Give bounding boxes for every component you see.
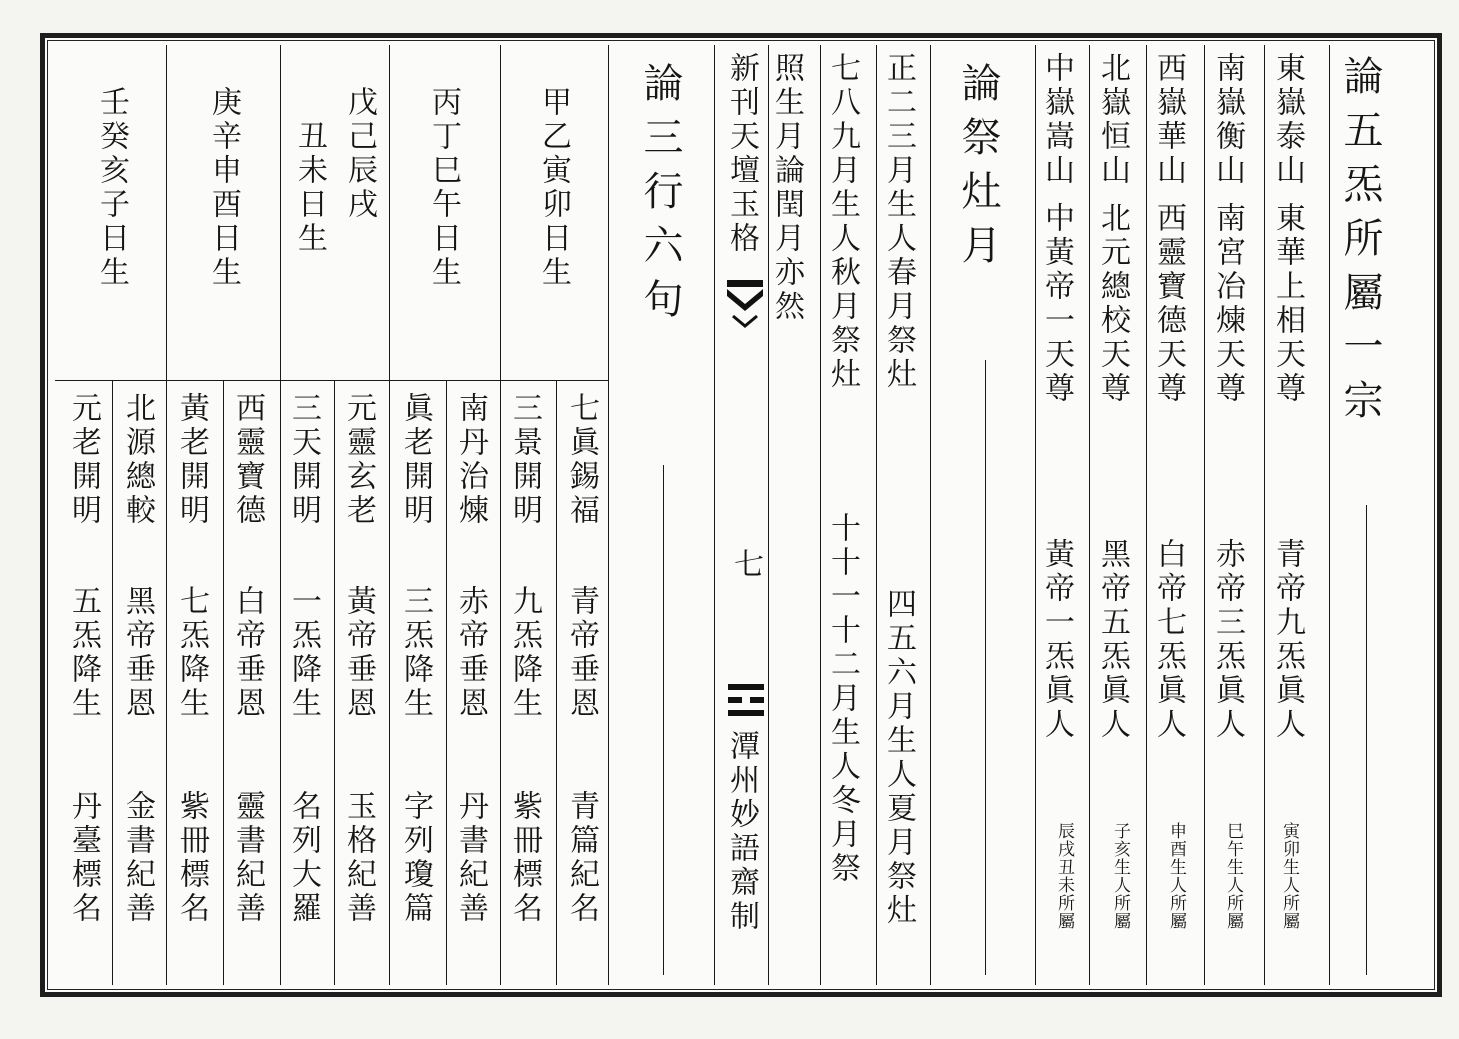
column-divider <box>1089 45 1090 985</box>
column-divider <box>166 45 167 380</box>
phrase-c: 丹書紀善 <box>453 790 488 926</box>
row-emperor: 黃帝一炁眞人 <box>1039 538 1074 742</box>
section-divider <box>1035 45 1036 985</box>
phrase-b: 赤帝垂恩 <box>453 585 488 721</box>
column-divider <box>1329 45 1330 985</box>
kitchen-line-a: 正二三月生人春月祭灶 <box>881 52 916 392</box>
column-divider <box>280 380 281 985</box>
kitchen-note: 照生月論閏月亦然 <box>769 52 804 324</box>
phrase-a: 三天開明 <box>286 392 321 528</box>
phrase-b: 白帝垂恩 <box>230 585 265 721</box>
column-divider <box>446 380 447 985</box>
row-emperor: 白帝七炁眞人 <box>1151 538 1186 742</box>
kitchen-line-a: 七八九月生人秋月祭灶 <box>825 52 860 392</box>
fish-tail-icon <box>727 280 763 336</box>
title-tail-line <box>663 465 664 975</box>
birth-day-label: 甲乙寅卯日生 <box>536 86 571 290</box>
column-divider <box>389 45 390 380</box>
row-note: 寅卯生人所屬 <box>1279 822 1299 930</box>
row-note: 巳午生人所屬 <box>1223 822 1243 930</box>
column-divider <box>556 380 557 985</box>
row-mountain: 北嶽恒山 <box>1095 52 1130 188</box>
trigram-icon <box>728 684 764 718</box>
phrase-b: 一炁降生 <box>286 585 321 721</box>
phrase-c: 紫冊標名 <box>174 790 209 926</box>
birth-day-label: 丙丁巳午日生 <box>426 86 461 290</box>
birth-day-label: 丑未日生 <box>292 120 327 256</box>
center-divider <box>768 45 769 985</box>
phrase-b: 黑帝垂恩 <box>120 585 155 721</box>
phrase-b: 九炁降生 <box>507 585 542 721</box>
publisher-mark: 潭州妙語齋制 <box>724 730 759 934</box>
title-tail-line <box>1366 505 1367 975</box>
phrase-a: 元老開明 <box>66 392 101 528</box>
row-emperor: 青帝九炁眞人 <box>1270 538 1305 742</box>
phrase-a: 三景開明 <box>507 392 542 528</box>
phrase-c: 紫冊標名 <box>507 790 542 926</box>
phrase-b: 青帝垂恩 <box>564 585 599 721</box>
phrase-b: 三炁降生 <box>398 585 433 721</box>
column-divider <box>1204 45 1205 985</box>
phrase-b: 七炁降生 <box>174 585 209 721</box>
phrase-c: 名列大羅 <box>286 790 321 926</box>
phrase-c: 丹臺標名 <box>66 790 101 926</box>
column-divider <box>112 380 113 985</box>
column-divider <box>608 45 609 985</box>
row-deity: 中黃帝一天尊 <box>1039 202 1074 406</box>
birth-day-label: 戊己辰戌 <box>342 86 377 222</box>
row-note: 辰戌丑未所屬 <box>1054 822 1074 930</box>
phrase-a: 眞老開明 <box>398 392 433 528</box>
row-mountain: 東嶽泰山 <box>1270 52 1305 188</box>
section-title-three-lines: 論三行六句 <box>637 62 683 332</box>
row-note: 申酉生人所屬 <box>1166 822 1186 930</box>
phrase-b: 五炁降生 <box>66 585 101 721</box>
column-divider <box>1264 45 1265 985</box>
phrase-b: 黃帝垂恩 <box>341 585 376 721</box>
kitchen-line-b: 十十一十二月生人冬月祭 <box>825 512 860 886</box>
row-note: 子亥生人所屬 <box>1110 822 1130 930</box>
column-divider <box>876 45 877 985</box>
row-emperor: 赤帝三炁眞人 <box>1210 538 1245 742</box>
horizontal-divider <box>55 380 608 381</box>
column-divider <box>1146 45 1147 985</box>
column-divider <box>500 380 501 985</box>
row-deity: 東華上相天尊 <box>1270 202 1305 406</box>
row-deity: 西靈寶德天尊 <box>1151 202 1186 406</box>
title-tail-line <box>985 360 986 975</box>
row-emperor: 黑帝五炁眞人 <box>1095 538 1130 742</box>
phrase-a: 北源總較 <box>120 392 155 528</box>
row-mountain: 南嶽衡山 <box>1210 52 1245 188</box>
row-mountain: 中嶽嵩山 <box>1039 52 1074 188</box>
section-title-five-qi: 論五炁所屬一宗 <box>1337 55 1383 433</box>
column-divider <box>389 380 390 985</box>
phrase-c: 金書紀善 <box>120 790 155 926</box>
column-divider <box>334 380 335 985</box>
phrase-a: 西靈寶德 <box>230 392 265 528</box>
column-divider <box>280 45 281 380</box>
kitchen-line-b: 四五六月生人夏月祭灶 <box>881 588 916 928</box>
birth-day-label: 庚辛申酉日生 <box>206 86 241 290</box>
birth-day-label: 壬癸亥子日生 <box>94 86 129 290</box>
row-deity: 南宮冶煉天尊 <box>1210 202 1245 406</box>
column-divider <box>500 45 501 380</box>
column-divider <box>820 45 821 985</box>
phrase-c: 玉格紀善 <box>341 790 376 926</box>
section-title-kitchen-god: 論祭灶月 <box>955 62 1001 278</box>
row-mountain: 西嶽華山 <box>1151 52 1186 188</box>
phrase-a: 七眞錫福 <box>564 392 599 528</box>
column-divider <box>223 380 224 985</box>
row-deity: 北元總校天尊 <box>1095 202 1130 406</box>
phrase-c: 字列瓊篇 <box>398 790 433 926</box>
book-title: 新刊天壇玉格 <box>724 52 759 256</box>
phrase-a: 元靈玄老 <box>341 392 376 528</box>
center-divider <box>714 45 715 985</box>
phrase-c: 靈書紀善 <box>230 790 265 926</box>
phrase-a: 黃老開明 <box>174 392 209 528</box>
column-divider <box>930 45 931 985</box>
phrase-c: 青篇紀名 <box>564 790 599 926</box>
page-number: 七 <box>728 548 763 582</box>
column-divider <box>166 380 167 985</box>
phrase-a: 南丹治煉 <box>453 392 488 528</box>
